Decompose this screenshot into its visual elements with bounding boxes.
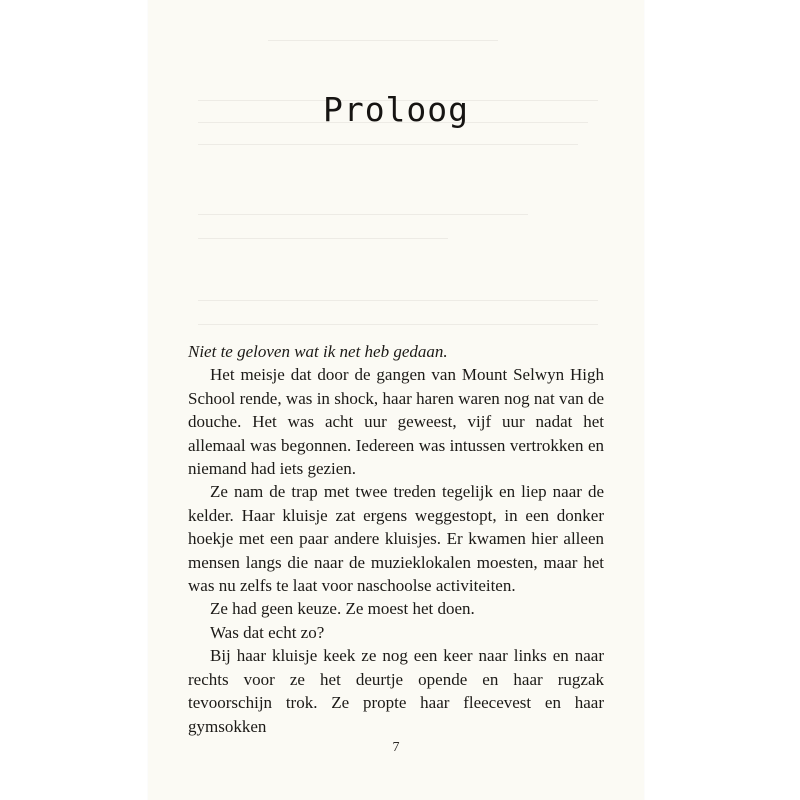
show-through-line — [198, 324, 598, 325]
book-page — [148, 0, 644, 800]
paragraph: Ze had geen keuze. Ze moest het doen. — [210, 599, 475, 619]
paragraph: Was dat echt zo? — [210, 622, 325, 642]
page-number: 7 — [392, 740, 400, 755]
paragraph: Ze nam de trap met twee treden tegelijk en liep naar de kelder. Haar kluisje zat ergens weggestopt, in een donker hoekje met een paar andere kluisjes. Er kwamen hier alleen mensen langs die naar de muzieklokalen moesten, maar het was nu zelfs te laat voor naschoolse activiteiten. — [188, 482, 604, 596]
paragraph: Bij haar kluisje keek ze nog een keer naar links en naar rechts voor ze het deurtje opende en haar rugzak tevoorschijn trok. Ze propte haar fleecevest en haar gymsokken — [188, 646, 604, 736]
body-text — [188, 340, 604, 738]
show-through-line — [198, 144, 578, 145]
chapter-title: Proloog — [322, 90, 470, 129]
paragraph: Het meisje dat door de gangen van Mount Selwyn High School rende, was in shock, haar haren waren nog nat van de douche. Het was acht uur geweest, vijf uur nadat het allemaal was begonnen. Iedereen was intussen vertrokken en niemand had iets gezien. — [188, 365, 604, 479]
show-through-line — [268, 40, 498, 41]
show-through-line — [198, 214, 528, 215]
show-through-line — [198, 300, 598, 301]
show-through-line — [198, 238, 448, 239]
opening-line: Niet te geloven wat ik net heb gedaan. — [188, 342, 448, 361]
